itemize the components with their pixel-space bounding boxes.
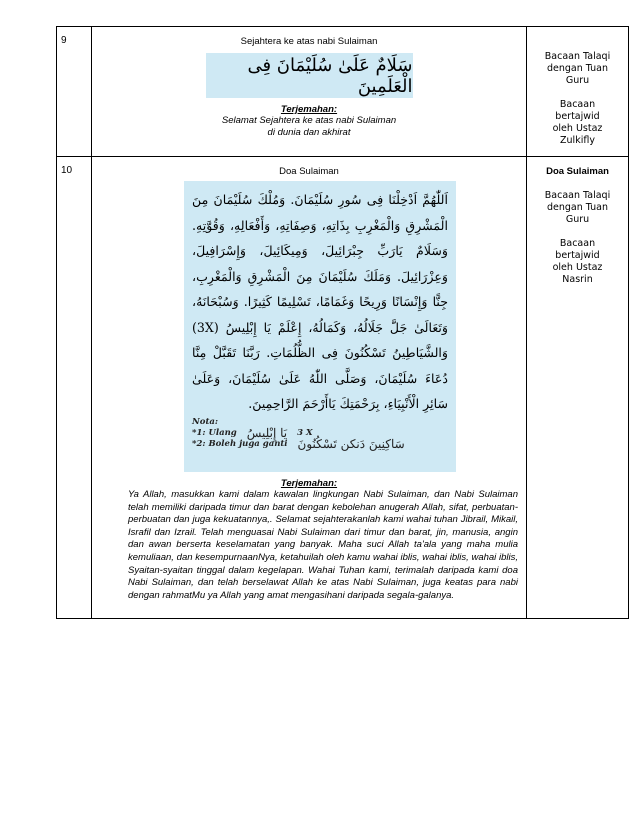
row-content	[92, 27, 527, 157]
side-spacer	[527, 226, 628, 238]
side-line: Guru	[565, 214, 590, 225]
side-line: Bacaan	[559, 238, 596, 249]
side-note	[527, 157, 629, 619]
note-2-arabic: سَاكِنِينَ دَنكن تَسْكُنُونَ	[297, 436, 405, 451]
side-line: bertajwid	[555, 111, 600, 122]
arabic-prayer: اَللّٰهُمَّ اَدْخِلْنَا فِى سُورِ سُلَيْمَانَ. وَمُلْكَ سُلَيْمَانَ مِنَ الْمَشْرِقِ وَالْمَغْرِبِ بِذَاتِهِ، وَصِفَاتِهِ، وَأَفْعَالِهِ، وَقُوَّتِهِ. وَسَلَامٌ يَارَبِّ جِبْرَائِيلَ، وَمِيكَائِيلَ، وَإِسْرَافِيلَ، وَعِزْرَائِيلَ. وَمَلَكَ سُلَيْمَانَ مِنَ الْمَشْرِقِ وَالْمَغْرِبِ، جِنًّا وَإِنْسَانًا وَرِيحًا وَغَمَامًا، تَسْلِيمًا كَثِيرًا. وَسُبْحَانَهُ، وَتَعَالَىٰ جَلَّ جَلَالُهُ، وَكَمَالُهُ، إِعْلَمْ يَا إِبْلِيسُ (3X) وَالشَّيَاطِينُ تَسْكُنُونَ فِى الظُّلُمَاتِ. رَبَّنَا تَقَبَّلْ مِنَّا دُعَاءَ سُلَيْمَانَ، وَصَلَّى اللّٰهُ عَلَىٰ سُلَيْمَانَ، وَعَلَىٰ سَائِرِ الْأَنْبِيَاءِ، بِرَحْمَتِكَ يَاأَرْحَمَ الرَّاحِمِينَ.	[192, 192, 448, 411]
row-number: 10	[57, 157, 92, 619]
row-title: Sejahtera ke atas nabi Sulaiman	[240, 36, 378, 47]
side-line: Nasrin	[562, 274, 593, 285]
side-line: Bacaan Talaqi	[544, 190, 611, 201]
note-block	[192, 417, 448, 450]
side-line: Bacaan	[559, 99, 596, 110]
content-table	[56, 26, 629, 619]
table-row	[57, 157, 629, 619]
translation-body: Ya Allah, masukkan kami dalam kawalan lingkungan Nabi Sulaiman, dan Nabi Sulaiman telah memiliki daripada timur dan barat dengan kebolehan anugerah Allah, sifat, perbuatan-perbuatan dan juga kekuatannya,. Selamat sejahterakanlah kami wahai tuhan Jibrail, Mikail, Israfil dan Izrail. Telah menguasai Nabi Sulaiman dari timur dan barat, jin, manusia, angin dan awan berserta keselamatan yang banyak. Maha suci Allah ta'ala yang maha mulia kemuliaan, dan kesempurnaanNya, ketahuilah oleh kamu wahai iblis, wahai iblis, wahai iblis, Syaitan-syaitan tinggal dalam kegelapan. Wahai Tuhan kami, terimalah daripada kami doa Nabi Sulaiman, dan telah berselawat Allah ke atas Nabi Sulaiman, juga keatas para nabi dengan rahmatMu ya Allah yang amat mengasihani daripada segala-galanya.	[128, 489, 518, 601]
note-1-count: 3 X	[297, 427, 313, 438]
row-content	[92, 157, 527, 619]
note-2	[192, 436, 448, 451]
side-heading: Doa Sulaiman	[546, 166, 609, 177]
side-line: Zulkifly	[560, 135, 595, 146]
row-title: Doa Sulaiman	[279, 166, 339, 177]
arabic-text-image: سَلَامٌ عَلَىٰ سُلَيْمَانَ فِى الْعَلَمِينَ	[206, 53, 413, 98]
note-2-label: *2: Boleh juga ganti	[192, 438, 288, 449]
translation-heading: Terjemahan:	[280, 478, 338, 489]
side-line: oleh Ustaz	[552, 123, 603, 134]
translation-line: di dunia dan akhirat	[267, 127, 351, 138]
side-line: dengan Tuan	[546, 202, 608, 213]
arabic-text-image	[184, 181, 456, 472]
note-1-label: *1: Ulang	[192, 427, 237, 438]
note-title: Nota:	[192, 416, 219, 427]
side-spacer	[527, 87, 628, 99]
side-line: dengan Tuan	[546, 63, 608, 74]
side-line: bertajwid	[555, 250, 600, 261]
side-line: Guru	[565, 75, 590, 86]
note-1-arabic: يَا إِبْلِيسُ	[246, 425, 288, 440]
translation-heading: Terjemahan:	[280, 104, 338, 115]
row-number: 9	[57, 27, 92, 157]
table-row	[57, 27, 629, 157]
side-note	[527, 27, 629, 157]
translation-line: Selamat Sejahtera ke atas nabi Sulaiman	[221, 115, 397, 126]
side-line: Bacaan Talaqi	[544, 51, 611, 62]
side-line: oleh Ustaz	[552, 262, 603, 273]
